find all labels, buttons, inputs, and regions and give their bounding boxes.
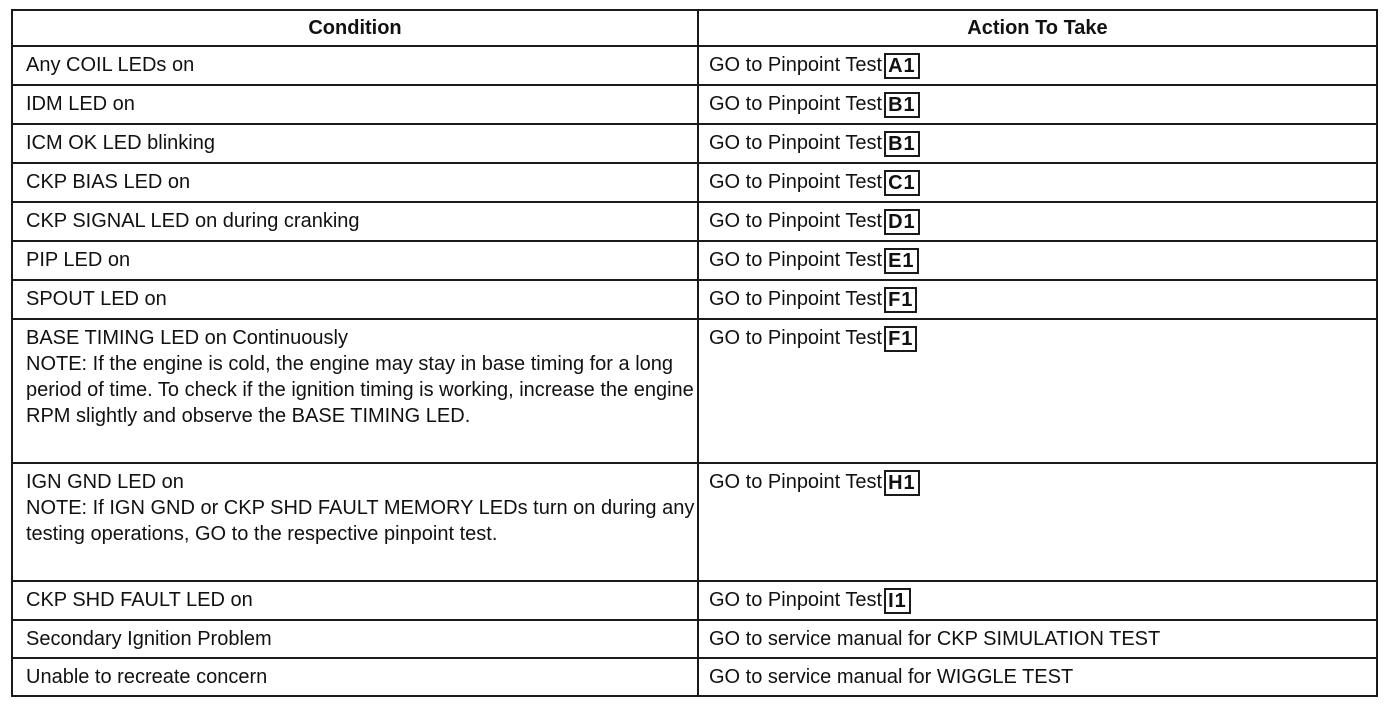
action-cell (698, 241, 1377, 280)
action-text: GO to service manual for CKP SIMULATION TEST (709, 628, 1161, 650)
header-row (12, 10, 1377, 46)
action-cell (698, 124, 1377, 163)
action-text: GO to Pinpoint Test (709, 93, 883, 115)
condition-text: ICM OK LED blinking (26, 132, 215, 154)
pinpoint-test-ref: B1 (884, 131, 920, 157)
condition-cell (12, 202, 698, 241)
condition-cell (12, 581, 698, 620)
action-cell (698, 202, 1377, 241)
table-row (12, 620, 1377, 658)
header-condition: Condition (12, 10, 698, 46)
condition-cell (12, 319, 698, 463)
action-cell (698, 463, 1377, 581)
condition-cell (12, 658, 698, 696)
pinpoint-test-ref: C1 (884, 170, 920, 196)
condition-note: NOTE: If the engine is cold, the engine may stay in base timing for a long period of time. To check if the ignition timing is working, increase the engine RPM slightly and observe the BASE TIMING LED. (26, 353, 694, 427)
pinpoint-test-ref: B1 (884, 92, 920, 118)
action-cell (698, 319, 1377, 463)
action-text: GO to Pinpoint Test (709, 589, 883, 611)
action-cell (698, 85, 1377, 124)
table-row (12, 581, 1377, 620)
table-row (12, 658, 1377, 696)
condition-cell (12, 620, 698, 658)
condition-note: NOTE: If IGN GND or CKP SHD FAULT MEMORY LEDs turn on during any testing operations, GO to the respective pinpoint test. (26, 497, 695, 545)
condition-text: CKP BIAS LED on (26, 171, 191, 193)
action-text: GO to service manual for WIGGLE TEST (709, 666, 1074, 688)
condition-cell (12, 463, 698, 581)
action-cell (698, 658, 1377, 696)
condition-text: IGN GND LED on (26, 471, 184, 493)
condition-cell (12, 241, 698, 280)
pinpoint-test-ref: H1 (884, 470, 920, 496)
pinpoint-test-ref: E1 (884, 248, 918, 274)
condition-action-table (11, 9, 1378, 697)
condition-text: CKP SHD FAULT LED on (26, 589, 253, 611)
table-row (12, 124, 1377, 163)
condition-text: Secondary Ignition Problem (26, 628, 272, 650)
pinpoint-test-ref: F1 (884, 287, 917, 313)
condition-cell (12, 85, 698, 124)
action-cell (698, 163, 1377, 202)
action-text: GO to Pinpoint Test (709, 132, 883, 154)
table-row (12, 46, 1377, 85)
action-cell (698, 581, 1377, 620)
action-text: GO to Pinpoint Test (709, 327, 883, 349)
action-text: GO to Pinpoint Test (709, 54, 883, 76)
condition-text: SPOUT LED on (26, 288, 167, 310)
condition-cell (12, 46, 698, 85)
table-row (12, 163, 1377, 202)
action-text: GO to Pinpoint Test (709, 471, 883, 493)
table-row (12, 85, 1377, 124)
table-row (12, 280, 1377, 319)
table-row (12, 241, 1377, 280)
condition-text: BASE TIMING LED on Continuously (26, 327, 348, 349)
condition-cell (12, 124, 698, 163)
action-text: GO to Pinpoint Test (709, 171, 883, 193)
header-action: Action To Take (698, 10, 1377, 46)
table-row (12, 319, 1377, 463)
pinpoint-test-ref: I1 (884, 588, 911, 614)
table-row (12, 463, 1377, 581)
condition-text: Unable to recreate concern (26, 666, 268, 688)
pinpoint-test-ref: A1 (884, 53, 920, 79)
table-row (12, 202, 1377, 241)
condition-text: PIP LED on (26, 249, 131, 271)
action-cell (698, 46, 1377, 85)
condition-cell (12, 280, 698, 319)
action-cell (698, 620, 1377, 658)
condition-text: IDM LED on (26, 93, 135, 115)
action-text: GO to Pinpoint Test (709, 288, 883, 310)
condition-cell (12, 163, 698, 202)
pinpoint-test-ref: F1 (884, 326, 917, 352)
condition-text: Any COIL LEDs on (26, 54, 195, 76)
pinpoint-test-ref: D1 (884, 209, 920, 235)
action-cell (698, 280, 1377, 319)
condition-text: CKP SIGNAL LED on during cranking (26, 210, 360, 232)
action-text: GO to Pinpoint Test (709, 249, 883, 271)
action-text: GO to Pinpoint Test (709, 210, 883, 232)
